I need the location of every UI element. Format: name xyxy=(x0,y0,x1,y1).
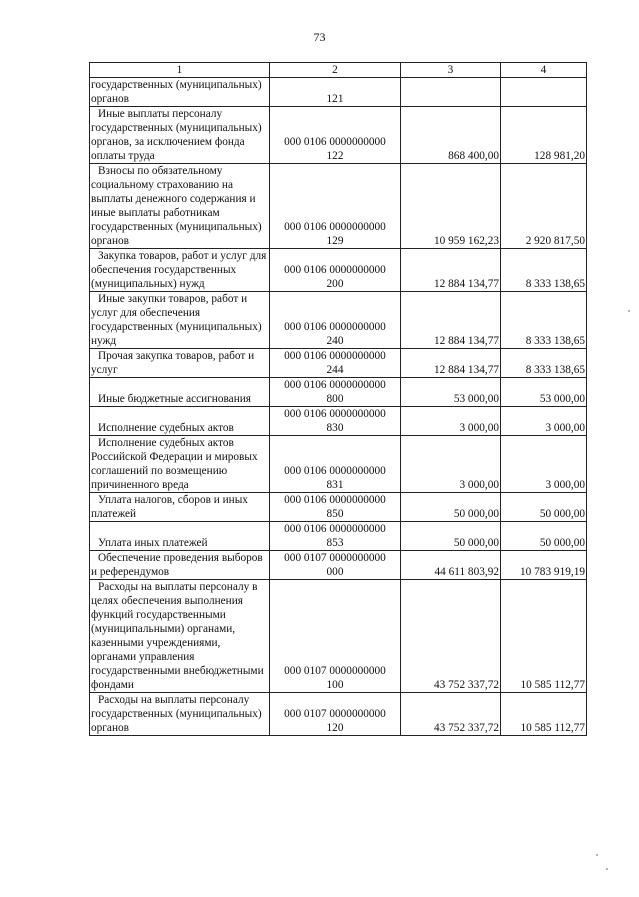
row-code-main: 000 0106 0000000000 xyxy=(284,494,386,506)
row-code-type: 853 xyxy=(326,537,344,549)
row-code-main: 000 0106 0000000000 xyxy=(284,221,386,233)
row-code-main: 000 0106 0000000000 xyxy=(284,321,386,333)
row-code xyxy=(270,378,401,407)
row-code xyxy=(270,249,401,292)
table-header-row xyxy=(90,63,587,78)
row-value-planned xyxy=(401,78,501,107)
row-value-planned: 50 000,00 xyxy=(401,522,501,551)
row-name: Иные выплаты персоналу государственных (муниципальных) органов, за исключением фонда оплаты труда xyxy=(90,107,270,164)
row-code xyxy=(270,407,401,436)
row-name: Иные закупки товаров, работ и услуг для обеспечения государственных (муниципальных) нужд xyxy=(90,292,270,349)
row-value-planned: 868 400,00 xyxy=(401,107,501,164)
row-value-executed: 53 000,00 xyxy=(501,378,587,407)
table-row xyxy=(90,580,587,693)
table-row xyxy=(90,522,587,551)
row-name: Уплата налогов, сборов и иных платежей xyxy=(90,493,270,522)
row-code xyxy=(270,551,401,580)
row-code xyxy=(270,580,401,693)
row-name: Прочая закупка товаров, работ и услуг xyxy=(90,349,270,378)
row-name: Исполнение судебных актов xyxy=(90,407,270,436)
row-name: Взносы по обязательному социальному страхованию на выплаты денежного содержания и иные выплаты работникам государственных (муниципальных) органов xyxy=(90,164,270,249)
row-name: Уплата иных платежей xyxy=(90,522,270,551)
row-code-type: 100 xyxy=(326,679,344,691)
row-value-executed: 3 000,00 xyxy=(501,407,587,436)
table-row xyxy=(90,493,587,522)
row-value-planned: 12 884 134,77 xyxy=(401,349,501,378)
column-header: 2 xyxy=(270,63,401,78)
row-code-type: 240 xyxy=(326,335,344,347)
budget-table xyxy=(89,62,587,736)
row-value-planned: 44 611 803,92 xyxy=(401,551,501,580)
page-number: 73 xyxy=(313,30,326,44)
scan-speck xyxy=(606,868,608,870)
row-code xyxy=(270,436,401,493)
table-row xyxy=(90,164,587,249)
row-name: Закупка товаров, работ и услуг для обеспечения государственных (муниципальных) нужд xyxy=(90,249,270,292)
row-code xyxy=(270,164,401,249)
row-code xyxy=(270,107,401,164)
row-code-type: 121 xyxy=(326,93,344,105)
row-value-executed: 8 333 138,65 xyxy=(501,349,587,378)
row-value-executed xyxy=(501,78,587,107)
table-row xyxy=(90,436,587,493)
row-code-main: 000 0106 0000000000 xyxy=(284,350,386,362)
scan-speck xyxy=(628,310,630,312)
row-value-planned: 43 752 337,72 xyxy=(401,693,501,736)
row-value-executed: 8 333 138,65 xyxy=(501,292,587,349)
table-row xyxy=(90,378,587,407)
row-code-type: 129 xyxy=(326,235,344,247)
row-code-type: 000 xyxy=(326,566,344,578)
row-value-executed: 128 981,20 xyxy=(501,107,587,164)
row-code-type: 120 xyxy=(326,722,344,734)
row-value-executed: 10 585 112,77 xyxy=(501,693,587,736)
row-code-main: 000 0106 0000000000 xyxy=(284,408,386,420)
row-name: Иные бюджетные ассигнования xyxy=(90,378,270,407)
row-value-planned: 12 884 134,77 xyxy=(401,292,501,349)
row-value-planned: 12 884 134,77 xyxy=(401,249,501,292)
row-value-executed: 10 783 919,19 xyxy=(501,551,587,580)
row-code-main: 000 0106 0000000000 xyxy=(284,465,386,477)
row-code-main: 000 0107 0000000000 xyxy=(284,552,386,564)
table-row xyxy=(90,349,587,378)
table-row xyxy=(90,407,587,436)
table-row xyxy=(90,78,587,107)
table-body xyxy=(90,78,587,736)
row-value-executed: 3 000,00 xyxy=(501,436,587,493)
row-value-planned: 10 959 162,23 xyxy=(401,164,501,249)
column-header: 1 xyxy=(90,63,270,78)
row-code-type: 200 xyxy=(326,278,344,290)
row-code-type: 850 xyxy=(326,508,344,520)
column-header: 4 xyxy=(501,63,587,78)
table-row xyxy=(90,249,587,292)
row-code xyxy=(270,493,401,522)
table-row xyxy=(90,107,587,164)
row-value-planned: 3 000,00 xyxy=(401,407,501,436)
row-value-planned: 43 752 337,72 xyxy=(401,580,501,693)
row-value-executed: 2 920 817,50 xyxy=(501,164,587,249)
scan-speck xyxy=(596,854,598,856)
row-name: Исполнение судебных актов Российской Федерации и мировых соглашений по возмещению причиненного вреда xyxy=(90,436,270,493)
row-code xyxy=(270,349,401,378)
row-name: Расходы на выплаты персоналу в целях обеспечения выполнения функций государственными (муниципальными) органами, казенными учреждениями, органами управления государственными внебюджетными фондами xyxy=(90,580,270,693)
row-value-planned: 3 000,00 xyxy=(401,436,501,493)
table-row xyxy=(90,292,587,349)
row-code xyxy=(270,693,401,736)
table-row xyxy=(90,551,587,580)
row-value-executed: 10 585 112,77 xyxy=(501,580,587,693)
row-code xyxy=(270,292,401,349)
table-row xyxy=(90,693,587,736)
row-value-planned: 53 000,00 xyxy=(401,378,501,407)
row-code-main: 000 0107 0000000000 xyxy=(284,665,386,677)
row-code-type: 831 xyxy=(326,479,344,491)
row-code-type: 830 xyxy=(326,422,344,434)
row-name: Расходы на выплаты персоналу государственных (муниципальных) органов xyxy=(90,693,270,736)
row-code-main: 000 0106 0000000000 xyxy=(284,264,386,276)
row-code-type: 122 xyxy=(326,150,344,162)
row-value-planned: 50 000,00 xyxy=(401,493,501,522)
row-code xyxy=(270,78,401,107)
row-value-executed: 50 000,00 xyxy=(501,522,587,551)
row-value-executed: 50 000,00 xyxy=(501,493,587,522)
row-code-main: 000 0106 0000000000 xyxy=(284,136,386,148)
row-name: Обеспечение проведения выборов и референдумов xyxy=(90,551,270,580)
row-code-main: 000 0107 0000000000 xyxy=(284,708,386,720)
row-code-type: 244 xyxy=(326,364,344,376)
row-code xyxy=(270,522,401,551)
row-code-type: 800 xyxy=(326,393,344,405)
column-header: 3 xyxy=(401,63,501,78)
row-name: государственных (муниципальных) органов xyxy=(90,78,270,107)
row-value-executed: 8 333 138,65 xyxy=(501,249,587,292)
row-code-main: 000 0106 0000000000 xyxy=(284,523,386,535)
row-code-main: 000 0106 0000000000 xyxy=(284,379,386,391)
